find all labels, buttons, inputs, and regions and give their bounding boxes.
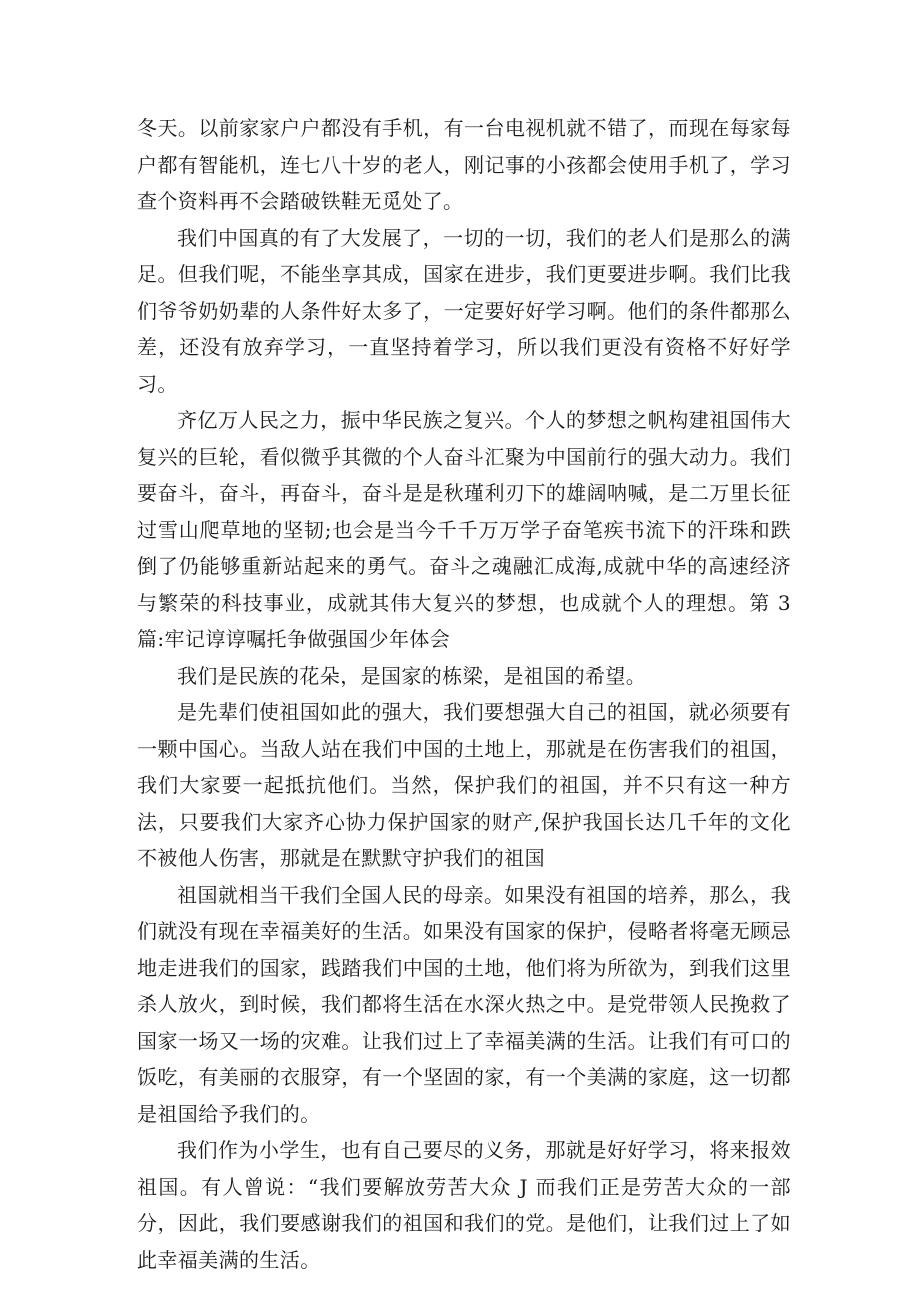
document-page [137, 110, 791, 1278]
paragraph: 我们作为小学生，也有自己要尽的义务，那就是好好学习，将来报效祖国。有人曾说：“我们要解放劳苦大众 J 而我们正是劳苦大众的一部分，因此，我们要感谢我们的祖国和我们的党。是他们，让我们过上了如此幸福美满的生活。 [137, 1138, 791, 1272]
paragraph-continuation: 冬天。以前家家户户都没有手机，有一台电视机就不错了，而现在每家每户都有智能机，连七八十岁的老人，刚记事的小孩都会使用手机了，学习查个资料再不会踏破铁鞋无觅处了。 [137, 116, 791, 213]
paragraph: 齐亿万人民之力，振中华民族之复兴。个人的梦想之帆构建祖国伟大复兴的巨轮，看似微乎其微的个人奋斗汇聚为中国前行的强大动力。我们要奋斗，奋斗，再奋斗，奋斗是是秋瑾利刃下的雄阔呐喊，是二万里长征过雪山爬草地的坚韧;也会是当今千千万万学子奋笔疾书流下的汗珠和跌倒了仍能够重新站起来的勇气。奋斗之魂融汇成海,成就中华的高速经济与繁荣的科技事业，成就其伟大复兴的梦想，也成就个人的理想。第 3 篇:牢记谆谆嘱托争做强国少年体会 [137, 408, 791, 651]
paragraph: 祖国就相当干我们全国人民的母亲。如果没有祖国的培养，那么，我们就没有现在幸福美好的生活。如果没有国家的保护，侵略者将毫无顾忌地走进我们的国家，践踏我们中国的土地，他们将为所欲为，到我们这里杀人放火，到时候，我们都将生活在水深火热之中。是党带领人民挽救了国家一场又一场的灾难。让我们过上了幸福美满的生活。让我们有可口的饭吃，有美丽的衣服穿，有一个坚固的家，有一个美满的家庭，这一切都是祖国给予我们的。 [137, 882, 791, 1126]
paragraph: 是先辈们使祖国如此的强大，我们要想强大自己的祖国，就必须要有一颗中国心。当敌人站在我们中国的土地上，那就是在伤害我们的祖国，我们大家要一起抵抗他们。当然，保护我们的祖国，并不只有这一种方法，只要我们大家齐心协力保护国家的财产,保护我国长达几千年的文化不被他人伤害，那就是在默默守护我们的祖国 [137, 700, 791, 870]
paragraph: 我们中国真的有了大发展了，一切的一切，我们的老人们是那么的满足。但我们呢，不能坐享其成，国家在进步，我们更要进步啊。我们比我们爷爷奶奶辈的人条件好太多了，一定要好好学习啊。他们的条件都那么差，还没有放弃学习，一直坚持着学习，所以我们更没有资格不好好学习。 [137, 225, 791, 396]
paragraph: 我们是民族的花朵，是国家的栋梁，是祖国的希望。 [177, 663, 647, 688]
